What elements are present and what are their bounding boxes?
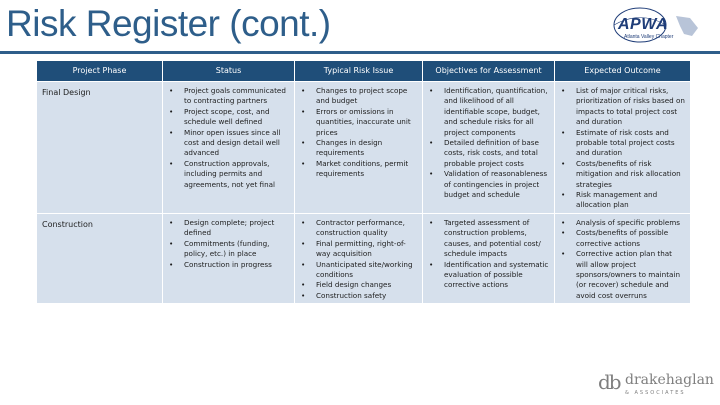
- header-expected-outcome: Expected Outcome: [555, 61, 691, 82]
- outcome-bullet: • Estimate of risk costs and probable total project costs and duration: [559, 128, 686, 159]
- status-cell: [163, 213, 295, 303]
- outcome-bullet: • List of major critical risks, prioritization of risks based on impacts to total project cost and duration: [559, 86, 686, 128]
- risk-issue-bullet: • Construction safety: [299, 291, 418, 301]
- risk-issue-bullet: • Contractor performance, construction quality: [299, 218, 418, 239]
- drakehaglan-logo: [598, 372, 716, 402]
- outcome-cell: [555, 213, 691, 303]
- risk-issue-bullet: • Market conditions, permit requirements: [299, 159, 418, 180]
- risk-issue-bullet: • Changes in design requirements: [299, 138, 418, 159]
- title-divider: [0, 51, 720, 54]
- risk-issue-list: [299, 218, 418, 301]
- outcome-bullet: • Analysis of specific problems: [559, 218, 686, 228]
- outcome-cell: [555, 82, 691, 214]
- status-bullet: • Project scope, cost, and schedule well defined: [167, 107, 290, 128]
- status-cell: [163, 82, 295, 214]
- objective-bullet: • Identification, quantification, and likelihood of all identifiable scope, budget, and schedule risks for all project components: [427, 86, 550, 138]
- header-status: Status: [163, 61, 295, 82]
- firm-subtitle: & ASSOCIATES: [625, 390, 686, 396]
- apwa-chapter-label: Atlanta Valley Chapter: [624, 34, 674, 40]
- apwa-wordmark: APWA: [618, 16, 668, 33]
- outcome-bullet: • Corrective action plan that will allow project sponsors/owners to maintain (or recover) schedule and avoid cost overruns: [559, 249, 686, 301]
- status-bullet: • Minor open issues since all cost and design detail well advanced: [167, 128, 290, 159]
- status-bullet: • Project goals communicated to contracting partners: [167, 86, 290, 107]
- objective-bullet: • Targeted assessment of construction problems, causes, and potential cost/ schedule impacts: [427, 218, 550, 260]
- apwa-logo: [594, 6, 704, 44]
- objective-bullet: • Validation of reasonableness of contingencies in project budget and schedule: [427, 169, 550, 200]
- header-project-phase: Project Phase: [37, 61, 163, 82]
- risk-issue-bullet: • Final permitting, right-of-way acquisition: [299, 239, 418, 260]
- table-row: [37, 213, 691, 303]
- risk-issue-cell: [295, 82, 423, 214]
- table-header-row: [37, 61, 691, 82]
- outcome-bullet: • Costs/benefits of possible corrective actions: [559, 228, 686, 249]
- objective-cell: [423, 82, 555, 214]
- phase-cell: Final Design: [37, 82, 163, 214]
- status-bullet: • Construction approvals, including permits and agreements, not yet final: [167, 159, 290, 190]
- phase-cell: Construction: [37, 213, 163, 303]
- header-typical-risk-issue: Typical Risk Issue: [295, 61, 423, 82]
- outcome-list: [559, 218, 686, 301]
- objective-cell: [423, 213, 555, 303]
- db-logo-mark: db: [598, 370, 620, 394]
- risk-register-table: [36, 60, 691, 304]
- objective-bullet: • Detailed definition of base costs, risk costs, and total probable project costs: [427, 138, 550, 169]
- page-title: Risk Register (cont.): [6, 3, 331, 44]
- firm-name: drakehaglan: [625, 372, 714, 388]
- outcome-list: [559, 86, 686, 211]
- table-row: [37, 82, 691, 214]
- header-objectives: Objectives for Assessment: [423, 61, 555, 82]
- risk-issue-cell: [295, 213, 423, 303]
- objective-list: [427, 218, 550, 291]
- risk-issue-list: [299, 86, 418, 180]
- risk-issue-bullet: • Field design changes: [299, 280, 418, 290]
- risk-issue-bullet: • Unanticipated site/working conditions: [299, 260, 418, 281]
- status-list: [167, 218, 290, 270]
- risk-issue-bullet: • Errors or omissions in quantities, inaccurate unit prices: [299, 107, 418, 138]
- objective-list: [427, 86, 550, 200]
- objective-bullet: • Identification and systematic evaluation of possible corrective actions: [427, 260, 550, 291]
- status-list: [167, 86, 290, 190]
- risk-issue-bullet: • Changes to project scope and budget: [299, 86, 418, 107]
- outcome-bullet: • Costs/benefits of risk mitigation and risk allocation strategies: [559, 159, 686, 190]
- status-bullet: • Design complete; project defined: [167, 218, 290, 239]
- status-bullet: • Commitments (funding, policy, etc.) in place: [167, 239, 290, 260]
- outcome-bullet: • Risk management and allocation plan: [559, 190, 686, 211]
- status-bullet: • Construction in progress: [167, 260, 290, 270]
